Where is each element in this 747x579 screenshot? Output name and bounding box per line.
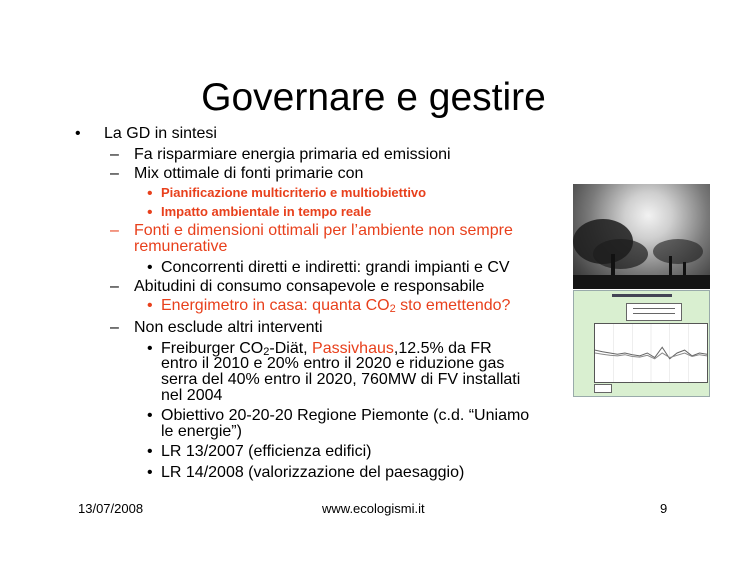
bullet-freiburger-l2: entro il 2010 e 20% entro il 2020 e riduzione gas: [161, 355, 505, 372]
bullet-dot: •: [147, 204, 153, 221]
bullet-pianificazione: Pianificazione multicriterio e multiobiettivo: [161, 185, 427, 200]
bullet-dot: •: [147, 185, 153, 202]
footer-date: 13/07/2008: [78, 501, 144, 516]
bullet-abitudini: Abitudini di consumo consapevole e responsabile: [134, 278, 485, 295]
bullet-obiettivo: Obiettivo 20-20-20 Regione Piemonte (c.d. “Uniamo: [161, 407, 530, 424]
screenshot-plot: [594, 323, 708, 383]
pollution-photo: [573, 184, 710, 289]
bullet-dash: –: [110, 165, 119, 182]
bullet-fonti-dimensioni: Fonti e dimensioni ottimali per l’ambiente non sempre: [134, 222, 513, 239]
bullet-dot: •: [147, 464, 153, 481]
bullet-dash: –: [110, 278, 119, 295]
bullet-dot: •: [147, 443, 153, 460]
bullet-dot: •: [147, 340, 153, 357]
bullet-lr-14: LR 14/2008 (valorizzazione del paesaggio): [161, 464, 465, 481]
bullet-dash: –: [110, 319, 119, 336]
screenshot-button: [594, 384, 612, 393]
bullet-dash: –: [110, 222, 119, 239]
bullet-freiburger-l3: serra del 40% entro il 2020, 760MW di FV installati: [161, 371, 521, 388]
bullet-obiettivo-l2: le energie”): [161, 423, 242, 440]
bullet-mix-ottimale: Mix ottimale di fonti primarie con: [134, 165, 364, 182]
page-title: Governare e gestire: [201, 76, 546, 119]
bullet-dot: •: [75, 125, 81, 142]
footer-page-number: 9: [660, 501, 668, 516]
bullet-concorrenti: Concorrenti diretti e indiretti: grandi impianti e CV: [161, 259, 510, 276]
bullet-freiburger-l4: nel 2004: [161, 387, 223, 404]
bullet-dot: •: [147, 259, 153, 276]
bullet-energimetro: Energimetro in casa: quanta $CO_2$ sto emettendo?: [161, 297, 511, 315]
bullet-impatto: Impatto ambientale in tempo reale: [161, 204, 372, 219]
bullet-lr-13: LR 13/2007 (efficienza edifici): [161, 443, 372, 460]
bullet-fonti-dimensioni-cont: remunerative: [134, 238, 228, 255]
screenshot-legend: [626, 303, 682, 321]
footer-site: www.ecologismi.it: [322, 501, 425, 516]
bullet-risparmio: Fa risparmiare energia primaria ed emissioni: [134, 146, 451, 163]
bullet-dash: –: [110, 146, 119, 163]
monitor-screenshot: [573, 290, 710, 397]
bullet-gd-sintesi: La GD in sintesi: [104, 125, 217, 142]
screenshot-header: [578, 293, 705, 299]
bullet-freiburger: Freiburger $CO_2$-Diät, Passivhaus,12.5% da FR: [161, 340, 492, 358]
bullet-dot: •: [147, 407, 153, 424]
bullet-non-esclude: Non esclude altri interventi: [134, 319, 323, 336]
bullet-dot: •: [147, 297, 153, 314]
